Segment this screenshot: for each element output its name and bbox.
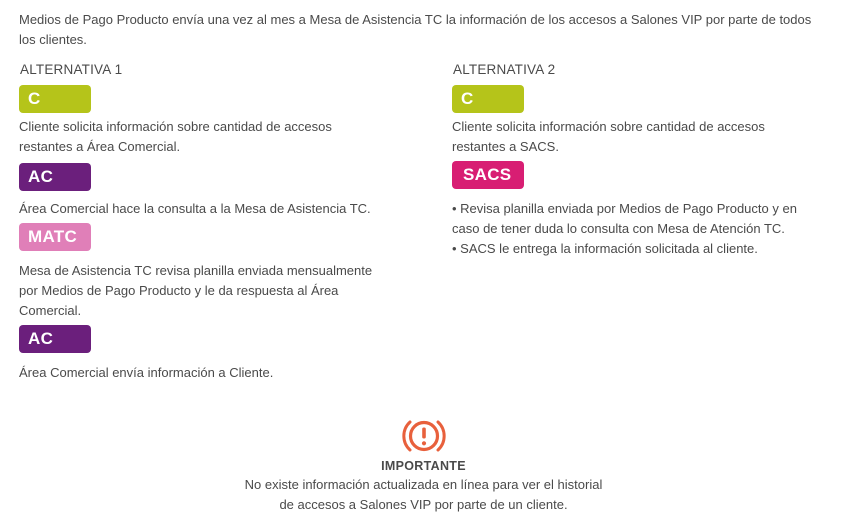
alt1-step-2 (19, 163, 389, 219)
sacs-badge: SACS (452, 161, 524, 189)
important-text (0, 475, 847, 515)
alt2-step-2 (452, 161, 812, 259)
alternative-1-column (19, 60, 389, 383)
alt2-step-1 (452, 85, 812, 157)
client-badge: C (452, 85, 524, 113)
alt1-step-3-line-2: por Medios de Pago Producto y le da respuesta al Área (19, 283, 339, 298)
alt1-step-1-line-1: Cliente solicita información sobre cantidad de accesos (19, 119, 332, 134)
alt1-step-4 (19, 325, 389, 383)
alt1-step-2-line-1: Área Comercial hace la consulta a la Mesa de Asistencia TC. (19, 201, 371, 216)
alt1-step-3-line-1: Mesa de Asistencia TC revisa planilla enviada mensualmente (19, 263, 373, 278)
alt2-step-1-line-2: restantes a SACS. (452, 139, 559, 154)
alt1-step-1 (19, 85, 389, 157)
intro-paragraph (19, 10, 819, 50)
important-line-2: de accesos a Salones VIP por parte de un cliente. (279, 497, 568, 512)
alternative-2-heading: ALTERNATIVA 2 (453, 62, 556, 77)
alternative-1-heading: ALTERNATIVA 1 (20, 62, 123, 77)
alt1-step-2-text (19, 199, 389, 219)
intro-line-1: Medios de Pago Producto envía una vez al mes a Mesa de Asistencia TC la información de los accesos a Salones VIP por parte de todos (19, 12, 812, 27)
alt1-step-1-text (19, 117, 389, 157)
alt1-step-4-text (19, 363, 389, 383)
commercial-area-badge: AC (19, 325, 91, 353)
important-line-1: No existe información actualizada en línea para ver el historial (244, 477, 603, 492)
alt1-step-3-line-3: Comercial. (19, 303, 82, 318)
alt2-step-1-text (452, 117, 812, 157)
warning-icon (401, 416, 447, 456)
alt1-step-3 (19, 223, 389, 321)
alt2-step-2-line-1: • Revisa planilla enviada por Medios de Pago Producto y en (452, 201, 797, 216)
alt2-step-1-line-1: Cliente solicita información sobre cantidad de accesos (452, 119, 765, 134)
alt2-step-2-line-3: • SACS le entrega la información solicitada al cliente. (452, 241, 758, 256)
matc-badge: MATC (19, 223, 91, 251)
intro-line-2: los clientes. (19, 32, 87, 47)
alt1-step-1-line-2: restantes a Área Comercial. (19, 139, 181, 154)
alt1-step-3-text (19, 261, 389, 321)
client-badge: C (19, 85, 91, 113)
alt2-step-2-line-2: caso de tener duda lo consulta con Mesa de Atención TC. (452, 221, 785, 236)
alt1-step-4-line-1: Área Comercial envía información a Cliente. (19, 365, 274, 380)
alternative-2-column (452, 60, 812, 259)
important-title: IMPORTANTE (381, 459, 466, 473)
alt2-step-2-text (452, 199, 812, 259)
important-note (0, 416, 847, 515)
commercial-area-badge: AC (19, 163, 91, 191)
